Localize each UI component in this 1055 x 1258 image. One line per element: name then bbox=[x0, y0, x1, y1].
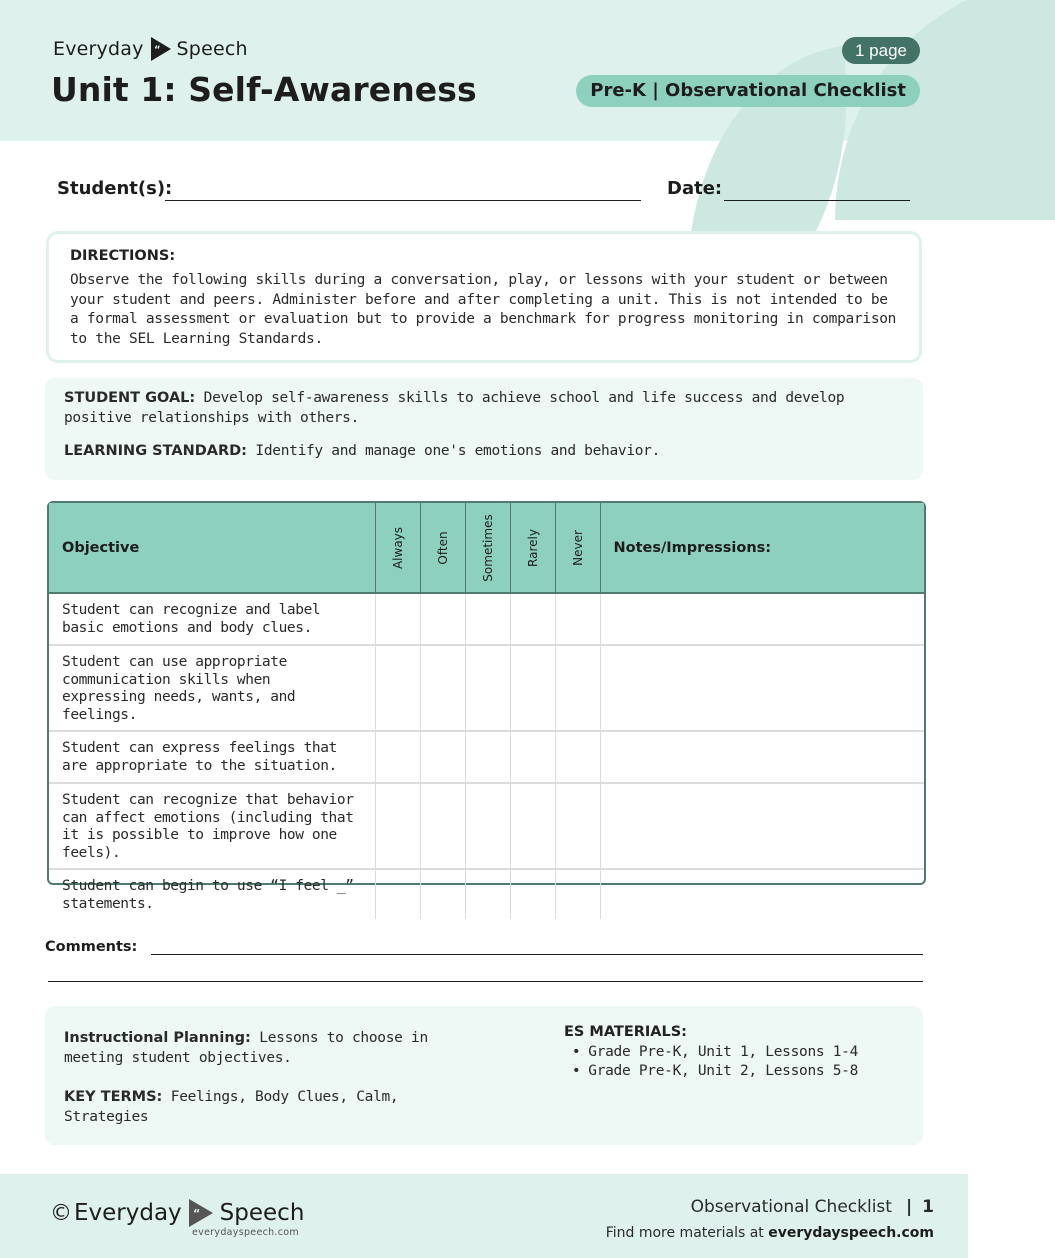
notes-cell[interactable] bbox=[600, 869, 924, 919]
header-notes: Notes/Impressions: bbox=[600, 503, 924, 593]
sometimes-checkbox-cell[interactable] bbox=[465, 869, 510, 919]
objective-cell: Student can use appropriate communication skills when expressing needs, wants, and feelings. bbox=[49, 645, 375, 731]
comments-label: Comments: bbox=[45, 939, 138, 955]
notes-cell[interactable] bbox=[600, 645, 924, 731]
grade-type-badge: Pre-K | Observational Checklist bbox=[576, 75, 920, 107]
often-checkbox-cell[interactable] bbox=[420, 645, 465, 731]
always-checkbox-cell[interactable] bbox=[375, 731, 420, 783]
sometimes-checkbox-cell[interactable] bbox=[465, 593, 510, 645]
always-checkbox-cell[interactable] bbox=[375, 593, 420, 645]
footer-brand-left: Everyday bbox=[74, 1200, 182, 1226]
speech-play-logo-icon bbox=[150, 36, 172, 62]
never-checkbox-cell[interactable] bbox=[555, 593, 600, 645]
student-goal bbox=[64, 389, 904, 428]
key-terms-text: Feelings, Body Clues, Calm, Strategies bbox=[64, 1089, 399, 1125]
rarely-checkbox-cell[interactable] bbox=[510, 869, 555, 919]
often-checkbox-cell[interactable] bbox=[420, 869, 465, 919]
objective-cell: Student can express feelings that are appropriate to the situation. bbox=[49, 731, 375, 783]
materials-item: • Grade Pre-K, Unit 2, Lessons 5-8 bbox=[572, 1062, 904, 1082]
table-row bbox=[49, 593, 924, 645]
notes-cell[interactable] bbox=[600, 731, 924, 783]
brand-name-left: Everyday bbox=[53, 38, 144, 60]
footer-brand-right: Speech bbox=[219, 1200, 305, 1226]
learning-standard-label: LEARNING STANDARD: bbox=[64, 443, 247, 459]
page-header bbox=[0, 0, 968, 141]
footer-page-number: 1 bbox=[922, 1197, 934, 1217]
comments-input-line[interactable] bbox=[151, 954, 923, 955]
comments-input-line[interactable] bbox=[48, 981, 923, 982]
student-goal-text: Develop self-awareness skills to achieve school and life success and develop positive relationships with others. bbox=[64, 390, 845, 426]
svg-text:“: “ bbox=[192, 1207, 200, 1220]
planning-right-column bbox=[564, 1023, 904, 1082]
sometimes-checkbox-cell[interactable] bbox=[465, 783, 510, 869]
date-input-line[interactable] bbox=[724, 200, 910, 201]
directions-box bbox=[46, 231, 922, 363]
find-more-text: Find more materials at bbox=[605, 1225, 769, 1241]
always-checkbox-cell[interactable] bbox=[375, 645, 420, 731]
header-rarely: Rarely bbox=[510, 503, 555, 593]
materials-item: • Grade Pre-K, Unit 1, Lessons 1-4 bbox=[572, 1043, 904, 1063]
rarely-checkbox-cell[interactable] bbox=[510, 783, 555, 869]
rarely-checkbox-cell[interactable] bbox=[510, 731, 555, 783]
table-row bbox=[49, 731, 924, 783]
page-title: Unit 1: Self-Awareness bbox=[51, 70, 477, 109]
instructional-planning-text: Lessons to choose in meeting student objectives. bbox=[64, 1030, 428, 1066]
sometimes-checkbox-cell[interactable] bbox=[465, 731, 510, 783]
directions-heading: DIRECTIONS: bbox=[70, 248, 176, 264]
student-input-line[interactable] bbox=[165, 200, 641, 201]
learning-standard bbox=[64, 442, 904, 462]
table-header-row bbox=[49, 503, 924, 593]
header-objective: Objective bbox=[49, 503, 375, 593]
footer-find-more bbox=[606, 1225, 934, 1241]
header-sometimes: Sometimes bbox=[465, 503, 510, 593]
never-checkbox-cell[interactable] bbox=[555, 783, 600, 869]
goal-box bbox=[45, 378, 923, 480]
table-row bbox=[49, 645, 924, 731]
often-checkbox-cell[interactable] bbox=[420, 783, 465, 869]
notes-cell[interactable] bbox=[600, 783, 924, 869]
objective-cell: Student can begin to use “I feel _” statements. bbox=[49, 869, 375, 919]
rarely-checkbox-cell[interactable] bbox=[510, 645, 555, 731]
rarely-checkbox-cell[interactable] bbox=[510, 593, 555, 645]
directions-text: Observe the following skills during a conversation, play, or lessons with your student or between your student and peers. Administer before and after completing a unit. This is not intended to be a formal assessment or evaluation but to provide a benchmark for progress monitoring in comparison to the SEL Learning Standards. bbox=[70, 272, 897, 347]
notes-cell[interactable] bbox=[600, 593, 924, 645]
header-often: Often bbox=[420, 503, 465, 593]
student-goal-label: STUDENT GOAL: bbox=[64, 390, 196, 406]
often-checkbox-cell[interactable] bbox=[420, 593, 465, 645]
key-terms-label: KEY TERMS: bbox=[64, 1089, 163, 1105]
es-materials-heading: ES MATERIALS: bbox=[564, 1024, 687, 1040]
footer-url[interactable]: everydayspeech.com bbox=[192, 1227, 299, 1238]
instructional-planning bbox=[64, 1029, 444, 1068]
table-row bbox=[49, 869, 924, 919]
copyright-symbol: © bbox=[50, 1200, 72, 1226]
footer-doc-label: Observational Checklist bbox=[690, 1197, 892, 1217]
header-never: Never bbox=[555, 503, 600, 593]
materials-list bbox=[572, 1043, 904, 1082]
page-count-badge: 1 page bbox=[842, 37, 920, 64]
page-footer bbox=[0, 1174, 968, 1258]
objective-cell: Student can recognize that behavior can affect emotions (including that it is possible to improve how one feels). bbox=[49, 783, 375, 869]
speech-play-logo-icon bbox=[188, 1198, 214, 1228]
often-checkbox-cell[interactable] bbox=[420, 731, 465, 783]
objective-cell: Student can recognize and label basic emotions and body clues. bbox=[49, 593, 375, 645]
never-checkbox-cell[interactable] bbox=[555, 869, 600, 919]
key-terms bbox=[64, 1088, 444, 1127]
planning-box bbox=[45, 1006, 923, 1145]
instructional-planning-label: Instructional Planning: bbox=[64, 1030, 251, 1046]
never-checkbox-cell[interactable] bbox=[555, 731, 600, 783]
always-checkbox-cell[interactable] bbox=[375, 783, 420, 869]
never-checkbox-cell[interactable] bbox=[555, 645, 600, 731]
table-row bbox=[49, 783, 924, 869]
find-more-link[interactable]: everydayspeech.com bbox=[768, 1225, 934, 1241]
planning-left-column bbox=[64, 1029, 444, 1127]
student-label: Student(s): bbox=[57, 178, 173, 199]
always-checkbox-cell[interactable] bbox=[375, 869, 420, 919]
sometimes-checkbox-cell[interactable] bbox=[465, 645, 510, 731]
footer-separator: | bbox=[905, 1197, 913, 1217]
footer-brand-logo bbox=[50, 1198, 304, 1228]
brand-name-right: Speech bbox=[176, 38, 248, 60]
checklist-table bbox=[47, 501, 926, 912]
date-label: Date: bbox=[667, 178, 723, 199]
student-date-row bbox=[57, 176, 912, 204]
brand-logo bbox=[53, 36, 248, 62]
learning-standard-text: Identify and manage one's emotions and behavior. bbox=[246, 443, 661, 459]
footer-doc-info bbox=[691, 1197, 934, 1217]
header-always: Always bbox=[375, 503, 420, 593]
svg-text:“: “ bbox=[153, 44, 161, 56]
